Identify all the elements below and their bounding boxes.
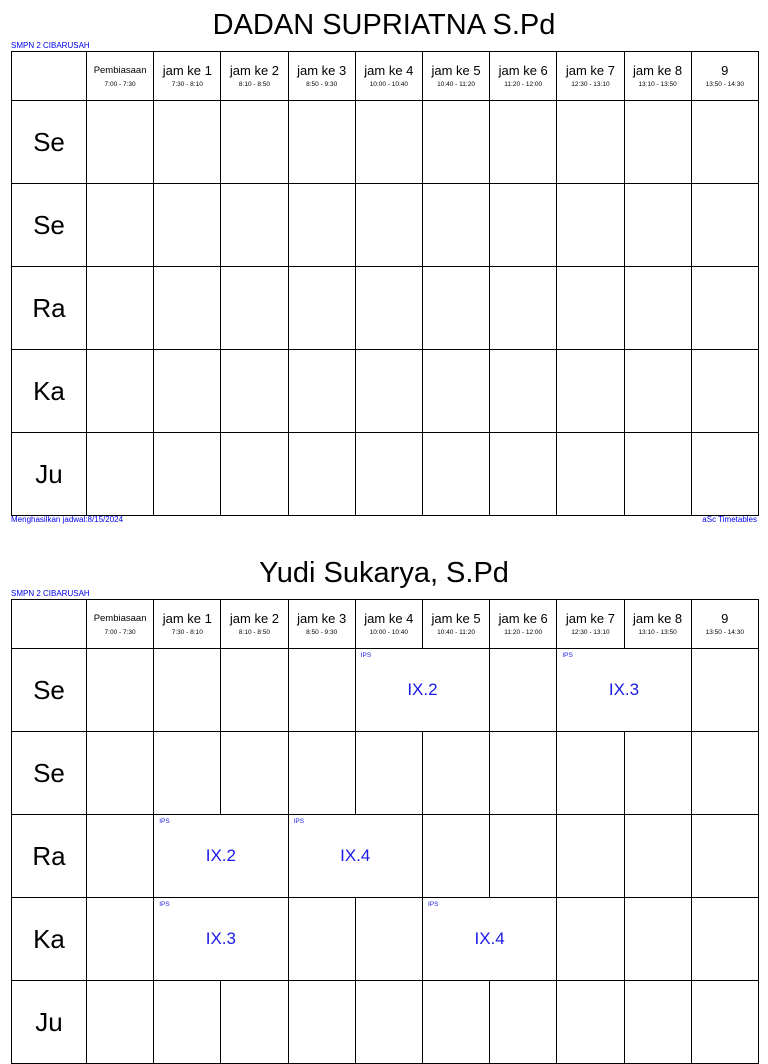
period-header <box>87 52 154 101</box>
empty-slot <box>221 101 288 184</box>
empty-slot <box>624 898 691 981</box>
empty-slot <box>624 101 691 184</box>
day-row <box>12 732 759 815</box>
lesson-class: IX.3 <box>608 680 640 699</box>
software-credit: aSc Timetables <box>702 515 757 524</box>
period-header <box>288 600 355 649</box>
day-label: Se <box>12 101 87 184</box>
lesson-class: IX.2 <box>205 846 236 865</box>
lesson-block <box>422 898 556 981</box>
empty-slot <box>154 981 221 1064</box>
day-label: Se <box>12 732 87 815</box>
period-header <box>490 600 557 649</box>
empty-slot <box>624 267 691 350</box>
period-header <box>624 600 691 649</box>
day-label: Ju <box>12 981 87 1064</box>
empty-slot <box>691 184 758 267</box>
period-header <box>355 600 422 649</box>
period-time: 7:30 - 8:10 <box>171 81 203 88</box>
lesson-subject: IPS <box>293 818 305 825</box>
empty-slot <box>490 815 557 898</box>
lesson-class: IX.2 <box>407 680 438 699</box>
empty-slot <box>557 981 624 1064</box>
empty-slot <box>87 433 154 516</box>
teacher-name-title: DADAN SUPRIATNA S.Pd <box>212 9 556 41</box>
period-time: 8:10 - 8:50 <box>238 629 270 636</box>
empty-slot <box>154 649 221 732</box>
period-header <box>355 52 422 101</box>
lesson-block <box>154 815 288 898</box>
lesson-block <box>355 649 489 732</box>
empty-slot <box>355 898 422 981</box>
empty-slot <box>221 184 288 267</box>
period-time: 13:50 - 14:30 <box>705 629 744 636</box>
day-row <box>12 981 759 1064</box>
period-name: 9 <box>721 611 729 626</box>
period-header-row <box>12 52 759 101</box>
lesson-subject: IPS <box>360 652 372 659</box>
period-header <box>154 600 221 649</box>
empty-slot <box>154 732 221 815</box>
period-name: jam ke 3 <box>297 63 347 78</box>
empty-slot <box>691 267 758 350</box>
empty-slot <box>221 649 288 732</box>
lesson-subject: IPS <box>159 901 170 908</box>
lesson-class: IX.4 <box>340 846 371 865</box>
period-time: 11:20 - 12:00 <box>504 629 543 636</box>
period-time: 11:20 - 12:00 <box>504 81 543 88</box>
empty-slot <box>288 898 355 981</box>
period-name: jam ke 6 <box>498 63 548 78</box>
day-row <box>12 815 759 898</box>
empty-slot <box>288 101 355 184</box>
empty-slot <box>691 433 758 516</box>
lesson-subject: IPS <box>427 901 439 908</box>
empty-slot <box>355 101 422 184</box>
day-row <box>12 649 759 732</box>
empty-slot <box>691 898 758 981</box>
period-time: 12:30 - 13:10 <box>571 81 610 88</box>
empty-slot <box>355 267 422 350</box>
period-header <box>288 52 355 101</box>
period-header <box>624 52 691 101</box>
period-name: jam ke 4 <box>364 63 414 78</box>
lesson-block <box>288 815 422 898</box>
empty-slot <box>691 815 758 898</box>
period-time: 7:30 - 8:10 <box>171 629 203 636</box>
empty-slot <box>87 184 154 267</box>
empty-slot <box>422 184 489 267</box>
empty-slot <box>87 101 154 184</box>
period-name: jam ke 3 <box>297 611 347 626</box>
period-header <box>422 600 489 649</box>
empty-slot <box>691 732 758 815</box>
empty-slot <box>422 815 489 898</box>
lesson-class: IX.4 <box>474 929 505 948</box>
day-row <box>12 898 759 981</box>
day-row <box>12 267 759 350</box>
empty-slot <box>154 267 221 350</box>
empty-slot <box>154 101 221 184</box>
period-header <box>221 52 288 101</box>
empty-slot <box>87 981 154 1064</box>
period-time: 10:40 - 11:20 <box>437 629 475 636</box>
empty-slot <box>221 732 288 815</box>
lesson-block <box>154 898 288 981</box>
empty-slot <box>422 732 489 815</box>
school-name: SMPN 2 CIBARUSAH <box>11 41 90 50</box>
period-name: Pembiasaan <box>93 613 147 624</box>
empty-slot <box>624 981 691 1064</box>
empty-slot <box>557 101 624 184</box>
empty-slot <box>422 433 489 516</box>
period-time: 7:00 - 7:30 <box>104 81 136 88</box>
empty-slot <box>87 815 154 898</box>
empty-slot <box>288 267 355 350</box>
empty-slot <box>691 101 758 184</box>
period-name: jam ke 5 <box>431 611 481 626</box>
empty-slot <box>624 350 691 433</box>
timetable-grid <box>11 599 759 1064</box>
empty-slot <box>490 981 557 1064</box>
day-label: Ka <box>12 898 87 981</box>
period-header <box>221 600 288 649</box>
empty-slot <box>288 649 355 732</box>
empty-slot <box>624 184 691 267</box>
period-header <box>557 600 624 649</box>
empty-slot <box>422 350 489 433</box>
period-name: jam ke 8 <box>633 63 683 78</box>
empty-slot <box>288 981 355 1064</box>
period-time: 8:50 - 9:30 <box>306 629 338 636</box>
period-name: Pembiasaan <box>93 65 147 76</box>
empty-slot <box>154 184 221 267</box>
day-label: Se <box>12 184 87 267</box>
corner-cell <box>12 600 87 649</box>
day-row <box>12 101 759 184</box>
empty-slot <box>288 732 355 815</box>
empty-slot <box>490 101 557 184</box>
empty-slot <box>490 433 557 516</box>
empty-slot <box>557 267 624 350</box>
period-time: 10:00 - 10:40 <box>369 81 408 88</box>
period-header <box>557 52 624 101</box>
period-header <box>87 600 154 649</box>
empty-slot <box>490 267 557 350</box>
period-time: 12:30 - 13:10 <box>571 629 610 636</box>
empty-slot <box>422 267 489 350</box>
generated-date: Menghasilkan jadwal:8/15/2024 <box>11 515 124 524</box>
period-time: 7:00 - 7:30 <box>104 629 136 636</box>
period-time: 13:10 - 13:50 <box>638 81 677 88</box>
lesson-subject: IPS <box>159 818 170 825</box>
empty-slot <box>624 433 691 516</box>
period-name: jam ke 2 <box>229 611 280 626</box>
day-label: Ra <box>12 815 87 898</box>
lesson-class: IX.3 <box>205 929 236 948</box>
empty-slot <box>355 184 422 267</box>
period-name: jam ke 7 <box>565 63 615 78</box>
period-time: 8:10 - 8:50 <box>238 81 270 88</box>
period-header-row <box>12 600 759 649</box>
teacher-name-title: Yudi Sukarya, S.Pd <box>259 557 509 589</box>
period-time: 8:50 - 9:30 <box>306 81 338 88</box>
empty-slot <box>691 350 758 433</box>
empty-slot <box>557 184 624 267</box>
day-label: Ra <box>12 267 87 350</box>
empty-slot <box>624 732 691 815</box>
empty-slot <box>557 898 624 981</box>
empty-slot <box>691 649 758 732</box>
empty-slot <box>221 981 288 1064</box>
period-time: 13:50 - 14:30 <box>705 81 744 88</box>
period-header <box>490 52 557 101</box>
period-name: jam ke 1 <box>162 611 212 626</box>
empty-slot <box>221 350 288 433</box>
empty-slot <box>355 732 422 815</box>
empty-slot <box>87 898 154 981</box>
empty-slot <box>624 815 691 898</box>
period-header <box>691 600 758 649</box>
period-name: jam ke 8 <box>633 611 683 626</box>
empty-slot <box>87 649 154 732</box>
empty-slot <box>288 350 355 433</box>
day-label: Se <box>12 649 87 732</box>
period-name: jam ke 5 <box>431 63 481 78</box>
empty-slot <box>490 732 557 815</box>
day-row <box>12 433 759 516</box>
empty-slot <box>355 981 422 1064</box>
period-name: jam ke 2 <box>229 63 280 78</box>
empty-slot <box>154 433 221 516</box>
period-time: 10:00 - 10:40 <box>369 629 408 636</box>
lesson-block <box>557 649 691 732</box>
period-header <box>691 52 758 101</box>
period-name: jam ke 6 <box>498 611 548 626</box>
lesson-subject: IPS <box>562 652 573 659</box>
empty-slot <box>221 433 288 516</box>
corner-cell <box>12 52 87 101</box>
empty-slot <box>422 981 489 1064</box>
period-name: jam ke 7 <box>565 611 615 626</box>
empty-slot <box>557 350 624 433</box>
empty-slot <box>87 350 154 433</box>
period-name: jam ke 4 <box>364 611 414 626</box>
period-time: 13:10 - 13:50 <box>638 629 677 636</box>
empty-slot <box>557 433 624 516</box>
empty-slot <box>154 350 221 433</box>
empty-slot <box>422 101 489 184</box>
day-row <box>12 350 759 433</box>
empty-slot <box>557 815 624 898</box>
empty-slot <box>288 433 355 516</box>
empty-slot <box>355 350 422 433</box>
empty-slot <box>490 184 557 267</box>
day-label: Ka <box>12 350 87 433</box>
empty-slot <box>490 649 557 732</box>
period-name: jam ke 1 <box>162 63 212 78</box>
period-time: 10:40 - 11:20 <box>437 81 475 88</box>
period-header <box>422 52 489 101</box>
period-name: 9 <box>721 63 729 78</box>
day-row <box>12 184 759 267</box>
empty-slot <box>557 732 624 815</box>
empty-slot <box>87 732 154 815</box>
empty-slot <box>221 267 288 350</box>
empty-slot <box>490 350 557 433</box>
timetable-grid <box>11 51 759 516</box>
day-label: Ju <box>12 433 87 516</box>
empty-slot <box>288 184 355 267</box>
school-name: SMPN 2 CIBARUSAH <box>11 589 90 598</box>
empty-slot <box>355 433 422 516</box>
empty-slot <box>87 267 154 350</box>
period-header <box>154 52 221 101</box>
empty-slot <box>691 981 758 1064</box>
